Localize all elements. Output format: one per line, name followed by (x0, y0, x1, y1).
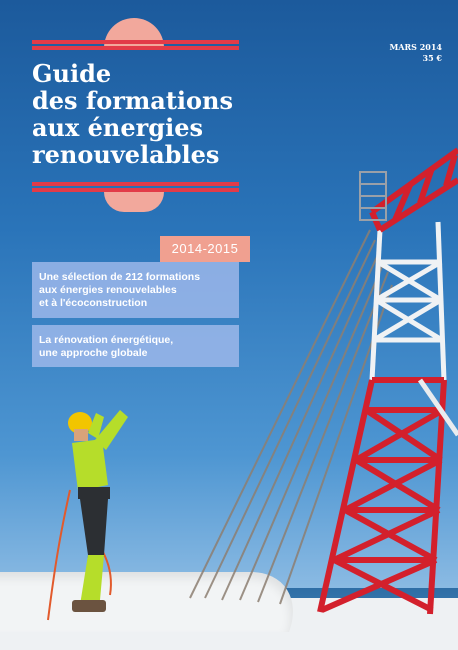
title-line: des formations (32, 86, 234, 115)
title-line: Guide (32, 59, 112, 88)
edition-info (389, 42, 442, 64)
selection-line: aux énergies renouvelables (39, 284, 177, 296)
years-badge: 2014-2015 (160, 236, 250, 262)
selection-line: et à l'écoconstruction (39, 297, 148, 309)
decorative-stripe (32, 182, 239, 186)
technician-illustration (30, 395, 150, 630)
selection-line: Une sélection de 212 formations (39, 271, 201, 283)
selection-box (32, 262, 239, 318)
renovation-line: une approche globale (39, 347, 148, 359)
title-line: renouvelables (32, 140, 220, 169)
renovation-line: La rénovation énergétique, (39, 334, 174, 346)
renovation-box (32, 325, 239, 367)
title-line: aux énergies (32, 113, 203, 142)
decorative-stripe (32, 46, 239, 50)
price: 35 € (422, 53, 442, 63)
edition-date: MARS 2014 (389, 42, 442, 52)
decorative-stripe (32, 40, 239, 44)
cover-title (32, 60, 262, 168)
